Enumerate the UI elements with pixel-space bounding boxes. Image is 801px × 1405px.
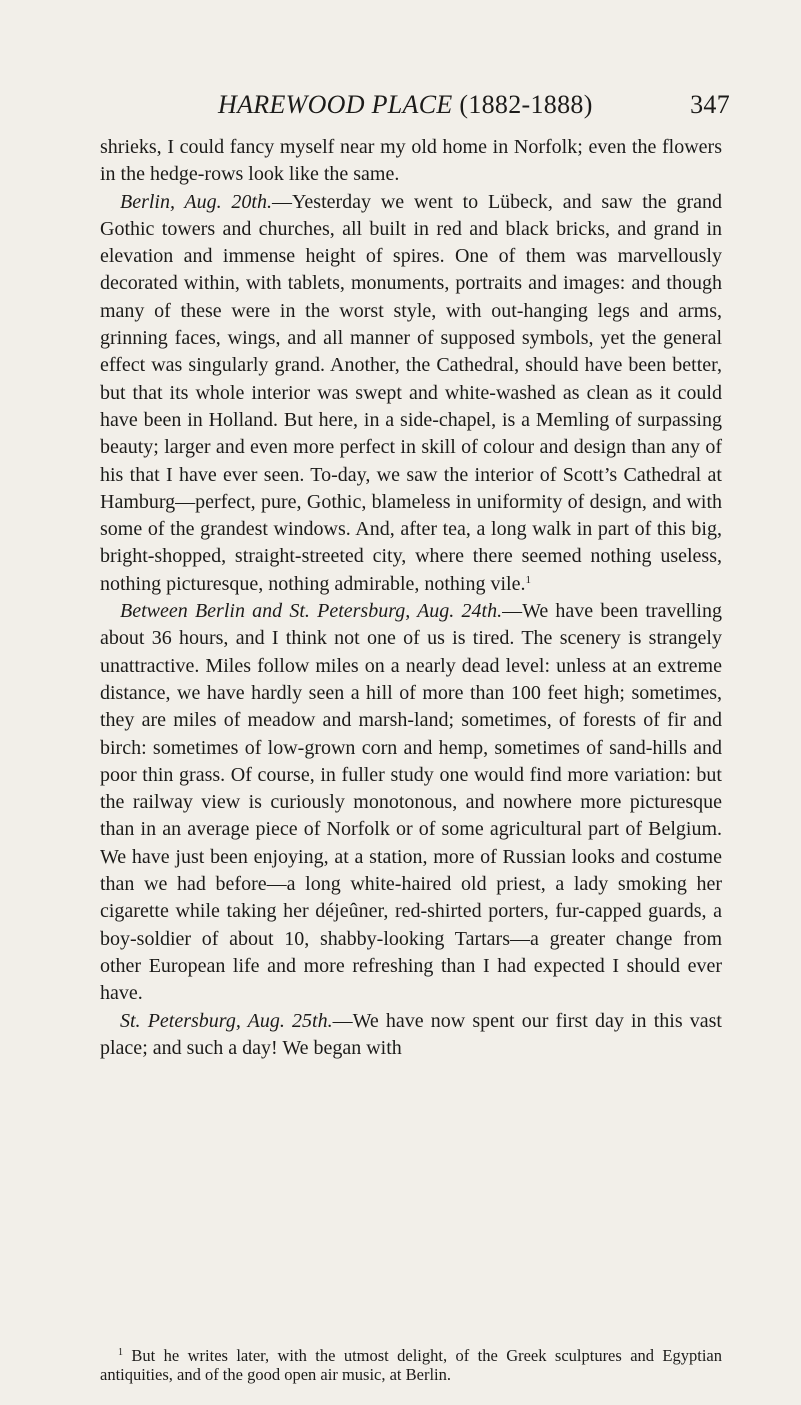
running-title-text: HAREWOOD PLACE xyxy=(218,90,453,119)
footnote-reference: 1 xyxy=(525,573,531,586)
paragraph xyxy=(100,1008,722,1063)
footnote-text: But he writes later, with the utmost delight, of the Greek sculptures and Egyptian antiquities, and of the good open air music, at Berlin. xyxy=(100,1346,722,1384)
entry-date: Between Berlin and St. Petersburg, Aug. 24th. xyxy=(120,600,503,623)
entry-date: Berlin, Aug. 20th. xyxy=(120,190,272,213)
paragraph-text: —We have now spent our first day in this vast place; and such a day! We began with xyxy=(100,1009,722,1059)
footnote-marker: 1 xyxy=(118,1347,123,1358)
running-header xyxy=(100,90,730,122)
entry-date: St. Petersburg, Aug. 25th. xyxy=(120,1009,333,1032)
paragraph-text: —Yesterday we went to Lübeck, and saw the grand Gothic towers and churches, all built in red and black bricks, and grand in elevation and immense height of spires. One of them was marvellously decorated within, with tablets, monuments, portraits and images: and though many of these were in the worst style, with out-hanging legs and arms, grinning faces, wings, and all manner of supposed symbols, yet the general effect was singularly grand. Another, the Cathedral, should have been better, but that its whole interior was swept and white-washed as clean as it could have been in Holland. But here, in a side-chapel, is a Memling of surpassing beauty; larger and even more perfect in skill of colour and design than any of his that I have ever seen. To-day, we saw the interior of Scott’s Cathedral at Hamburg—perfect, pure, Gothic, blameless in uniformity of design, and with some of the grandest windows. And, after tea, a long walk in part of this big, bright-shopped, straight-streeted city, where there seemed nothing useless, nothing picturesque, nothing admirable, nothing vile. xyxy=(100,190,723,595)
paragraph xyxy=(100,598,722,1007)
paragraph-text: —We have been travelling about 36 hours, and I think not one of us is tired. The scenery is strangely unattractive. Miles follow miles on a nearly dead level: unless at an extreme distance, we have hardly seen a hill of more than 100 feet high; sometimes, they are miles of meadow and marsh-land; sometimes, of forests of fir and birch: sometimes of low-grown corn and hemp, sometimes of sand-hills and poor thin grass. Of course, in fuller study one would find more variation: but the railway view is curiously monotonous, and nowhere more picturesque than in an average piece of Norfolk or of some agricultural part of Belgium. We have just been enjoying, at a station, more of Russian looks and costume than we had before—a long white-haired old priest, a lady smoking her cigarette while taking her déjeûner, red-shirted porters, fur-capped guards, a boy-soldier of about 10, shabby-looking Tartars—a greater change from other European life and more refreshing than I had expected I should ever have. xyxy=(100,600,722,1005)
footnote-paragraph xyxy=(100,1346,722,1384)
paragraph xyxy=(100,134,722,189)
running-years: (1882-1888) xyxy=(459,90,593,119)
paragraph xyxy=(100,189,722,598)
page-number: 347 xyxy=(690,90,730,119)
running-title xyxy=(218,90,593,120)
body-text xyxy=(100,134,722,1062)
paragraph-text: shrieks, I could fancy myself near my old home in Norfolk; even the flowers in the hedge-rows look like the same. xyxy=(100,136,722,186)
footnote xyxy=(100,1346,722,1384)
